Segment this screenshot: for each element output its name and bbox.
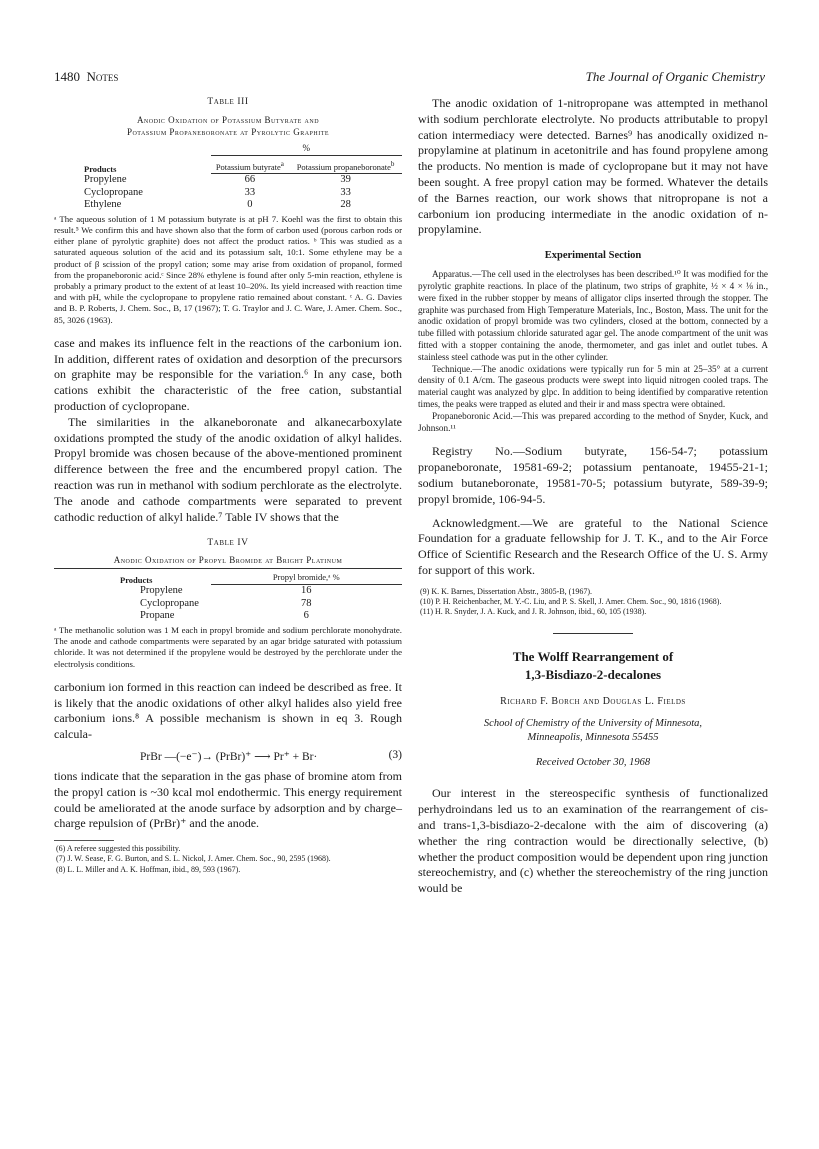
article-title-2: 1,3-Bisdiazo-2-decalones [524, 667, 662, 683]
registry-paragraph: Registry No.—Sodium butyrate, 156-54-7; potassium propaneboronate, 19581-69-2; potassium pentanoate, 19455-21-1; sodium butaneboronate, 19581-70-5; potassium butyrate, 589-39-9; propyl bromide, 106-94-5. [418, 444, 768, 506]
table-4 [54, 537, 402, 669]
propaneboronic-paragraph: Propaneboronic Acid.—This was prepared according to the method of Snyder, Kuck, and Johnson.¹¹ [418, 410, 768, 433]
table-row: Ethylene 0 28 [84, 199, 351, 211]
table-3-col-products: Products [84, 163, 117, 174]
received-date: Received October 30, 1968 [535, 757, 651, 769]
table-3 [54, 96, 402, 326]
reference-item: (8) L. L. Miller and A. K. Hoffman, ibid., 89, 593 (1967). [56, 864, 241, 874]
reference-item: (11) H. R. Snyder, J. A. Kuck, and J. R. Johnson, ibid., 60, 105 (1938). [420, 607, 647, 617]
affiliation-1: School of Chemistry of the University of Minnesota, [483, 718, 703, 730]
table-4-col-products: Products [120, 574, 153, 585]
right-column [418, 96, 768, 897]
table-4-footnote: ᵃ The methanolic solution was 1 M each in propyl bromide and sodium perchlorate monohydrate. The anode and cathode compartments were separated by an agar bridge saturated with potassium chloride. It was not determined if the propylene would be destroyed by the perchlorate under the electrolysis conditions. [54, 624, 402, 669]
table-row: Propylene 16 [140, 585, 312, 597]
reference-item: (9) K. K. Barnes, Dissertation Abstr., 3805-B, (1967). [420, 586, 592, 596]
reference-item: (7) J. W. Sease, F. G. Burton, and S. L. Nickol, J. Amer. Chem. Soc., 90, 2595 (1968). [56, 854, 331, 864]
table-4-col1: Propyl bromide,ᵃ % [211, 569, 402, 585]
apparatus-paragraph: Apparatus.—The cell used in the electrolyses has been described.¹⁰ It was modified for the pyrolytic graphite reactions. In place of the platinum, two strips of graphite, ½ × 4 × ⅛ in., were fixed in the rubber stopper by means of alligator clips inserted through the stopper. The graphite was purchased from High Temperature Materials, Inc., Boston, Mass. The unit for the anodic oxidation of propyl bromide was two cylinders, closed at the bottom, connected by a tube filled with potassium chloride saturated agar gel. The anode compartment of the unit was fitted with a stopper containing the anode, thermometer, and gas inlet and outlet tubes. A stainless steel cathode was put in the other cylinder. [418, 269, 768, 362]
equation-3 [54, 749, 402, 763]
table-4-label: Table IV [207, 538, 249, 549]
left-paragraph-2: The similarities in the alkaneboronate and alkanecarboxylate oxidations prompted the study of the anodic oxidation of alkyl halides. Propyl bromide was chosen because of the above-mentioned prominent difference between the free and the encumbered propyl cation. The reaction was run in methanol with sodium perchlorate as the electrolyte. The anode and cathode compartments were separated to prevent cathodic reduction of alkyl halide.⁷ Table IV shows that the [54, 414, 402, 524]
affiliation-2: Minneapolis, Minnesota 55455 [527, 732, 659, 744]
table-row: Propylene 66 39 [84, 174, 351, 186]
table-3-footnote: ᵃ The aqueous solution of 1 M potassium butyrate is at pH 7. Koehl was the first to obtain this result.⁵ We confirm this and have shown also that the form of carbon used (porous carbon rods or either plane of pyrolytic graphite) does not affect the product ratios. ᵇ This was studied as a saturated aqueous solution of the acid and its potassium salt, 10:1. Some ethylene may be a product of β scission of the propyl cation; some may arise from oxidation of propanol, formed from the propaneboronic acid.ᶜ Since 28% ethylene is found after only 5-min reaction, ethylene is probably a primary product to the extent of at least 10–20%. Its yield increased with reaction time and with pH, while the cyclopropane to propylene ratio remained about constant. ᶜ A. G. Davies and B. P. Roberts, J. Chem. Soc., B, 17 (1967); T. G. Traylor and J. C. Ware, J. Amer. Chem. Soc., 85, 3026 (1963). [54, 213, 402, 325]
intro-paragraph: Our interest in the stereospecific synthesis of functionalized perhydroindans led us to an examination of the rearrangement of cis- and trans-1,3-bisdiazo-2-decalone with the aim of discovering (a) whether the ring contraction would be directionally selective, (b) whether the product composition would be dependent upon ring junction stereochemistry, and (c) whether the stereochemistry of the ring junction would be [418, 786, 768, 896]
table-row: Cyclopropane 33 33 [84, 186, 351, 198]
left-paragraph-4: tions indicate that the separation in the gas phase of bromine atom from the propyl cation is ~30 kcal mol endothermic. This energy requirement could be ameliorated at the anode surface by adsorption and by charge–charge repulsion of (PrBr)⁺ and the anode. [54, 768, 402, 831]
article-separator [553, 633, 633, 634]
acknowledgment-paragraph: Acknowledgment.—We are grateful to the National Science Foundation for a graduate fellowship for J. T. K., and to the Air Force Office of Scientific Research and the Research Office of the U. S. Army for support of this work. [418, 515, 768, 577]
table-4-title: Anodic Oxidation of Propyl Bromide at Bright Platinum [113, 555, 343, 566]
reference-item: (10) P. H. Reichenbacher, M. Y.-C. Liu, and P. S. Skell, J. Amer. Chem. Soc., 90, 1816 (1968). [420, 596, 722, 606]
left-references [54, 840, 114, 841]
table-3-unit: % [211, 142, 402, 155]
article-header [418, 648, 768, 768]
reference-item: (6) A referee suggested this possibility. [56, 844, 181, 854]
experimental-heading: Experimental Section [544, 250, 642, 262]
article-authors: Richard F. Borch and Douglas L. Fields [500, 696, 686, 708]
page-header [54, 69, 765, 89]
table-3-col1: Potassium butyrate [215, 161, 281, 172]
table-3-title-1: Anodic Oxidation of Potassium Butyrate and [136, 115, 320, 125]
article-title-1: The Wolff Rearrangement of [512, 649, 674, 665]
table-row: Cyclopropane 78 [140, 597, 312, 609]
equation-number: (3) [388, 748, 402, 761]
page-number: 1480 [54, 69, 80, 84]
table-4-data [54, 568, 402, 623]
section-name: Notes [86, 69, 119, 84]
left-paragraph-3: carbonium ion formed in this reaction can indeed be described as free. It is likely that the anodic oxidations of other alkyl halides also yield free carbonium ions.⁸ A possible mechanism is shown in eq 3. Rough calcula- [54, 679, 402, 742]
journal-title: The Journal of Organic Chemistry [585, 69, 765, 84]
table-row: Propane 6 [140, 610, 309, 622]
table-3-title-2: Potassium Propaneboronate at Pyrolytic Graphite [126, 127, 330, 137]
table-3-col2: Potassium propaneboronate [296, 161, 391, 172]
left-paragraph-1: case and makes its influence felt in the reactions of the carbonium ion. In addition, different rates of oxidation and desorption of the precursors on graphite may be responsible for the variation.⁶ In any case, both cations exhibit the characteristic of the free cation, substantial production of cyclopropane. [54, 335, 402, 414]
left-column [54, 96, 402, 875]
technique-paragraph: Technique.—The anodic oxidations were typically run for 5 min at 25–35° at a current density of 0.1 A/cm. The gaseous products were swept into liquid nitrogen cooled traps. The material caught was analyzed by glpc. In addition to being identified by comparative retention times, the peaks were trapped as eluted and their ir and mass spectra were obtained. [418, 363, 768, 409]
table-3-data: % Products Potassium butyrate$^a$ Potassium propaneboronate$^b$ Propylene 66 39 Cyclopropane 33 33 Ethylene 0 28 [54, 142, 402, 212]
right-paragraph-1: The anodic oxidation of 1-nitropropane was attempted in methanol with sodium perchlorate electrolyte. No products attributable to propyl cation intermediacy were detected. Barnes⁹ has anodically oxidized n-propylamine at platinum in acetonitrile and has found propylene among the products. No mention is made of cyclopropane but it may not have been sought. A free propyl cation may be formed. Whatever the details of the Barnes reaction, our work shows that nitropropane is not a carbonium ion producing intermediate in the anodic oxidation of n-propylamine. [418, 96, 768, 237]
equation-text: PrBr —(−e⁻)→ (PrBr)⁺ ⟶ Pr⁺ + Br· [140, 750, 318, 763]
table-3-label: Table III [207, 97, 249, 107]
